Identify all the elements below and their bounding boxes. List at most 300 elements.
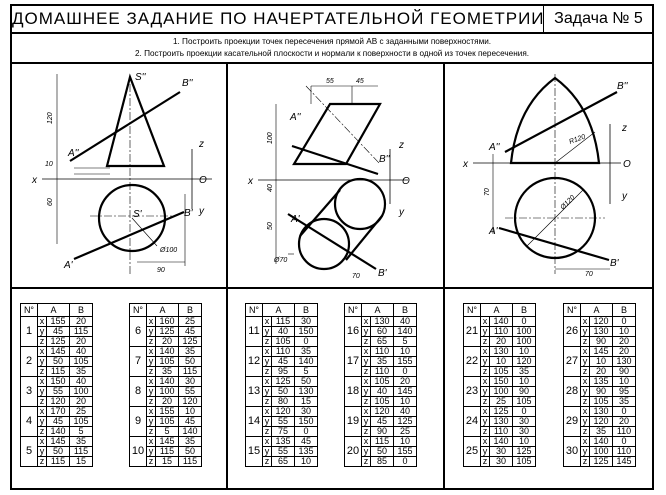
coord-b: 35: [613, 397, 636, 407]
axis-label: x: [581, 377, 590, 387]
coord-b: 0: [295, 427, 318, 437]
label-z: z: [199, 139, 204, 150]
title-divider: [10, 32, 654, 34]
coord-a: 130: [490, 347, 513, 357]
coord-b: 95: [613, 387, 636, 397]
label-z: z: [399, 140, 404, 151]
dim-depth: 60: [47, 198, 54, 206]
axis-label: z: [147, 367, 156, 377]
variant-number: 17: [345, 347, 362, 377]
axis-label: y: [362, 387, 371, 397]
axis-label: z: [38, 457, 47, 467]
axis-label: y: [581, 357, 590, 367]
coord-b: 35: [179, 437, 202, 447]
column-header-b: B: [295, 304, 318, 317]
coord-b: 30: [295, 407, 318, 417]
axis-label: z: [481, 337, 490, 347]
axis-label: y: [263, 417, 272, 427]
axis-label: x: [147, 407, 156, 417]
coord-a: 45: [47, 417, 70, 427]
dim-width-1: 55: [326, 78, 334, 85]
dim-depth: 50: [267, 222, 274, 230]
coord-b: 35: [513, 367, 536, 377]
variant-number: 3: [21, 377, 38, 407]
variant-number: 26: [564, 317, 581, 347]
coord-a: 10: [590, 357, 613, 367]
label-b1: B': [184, 208, 193, 219]
axis-label: x: [147, 437, 156, 447]
axis-label: y: [147, 447, 156, 457]
coord-b: 145: [613, 457, 636, 467]
coord-a: 45: [371, 417, 394, 427]
variant-table: [344, 303, 417, 467]
axis-label: y: [481, 417, 490, 427]
coord-a: 105: [272, 337, 295, 347]
coord-a: 90: [590, 337, 613, 347]
table-row: [564, 317, 636, 327]
dim-height: 120: [47, 112, 54, 124]
coord-a: 105: [156, 417, 179, 427]
axis-label: z: [362, 427, 371, 437]
coord-b: 40: [70, 347, 93, 357]
coord-a: 145: [590, 347, 613, 357]
coord-a: 90: [590, 387, 613, 397]
axis-label: x: [481, 317, 490, 327]
coord-a: 20: [156, 397, 179, 407]
coord-b: 90: [613, 367, 636, 377]
axis-label: z: [481, 397, 490, 407]
label-a2: A'': [290, 112, 301, 123]
variant-number: 13: [246, 377, 263, 407]
coord-a: 35: [156, 367, 179, 377]
instructions: [12, 36, 652, 60]
coord-b: 5: [295, 367, 318, 377]
axis-label: x: [581, 317, 590, 327]
coord-a: 145: [156, 437, 179, 447]
table-row: [345, 377, 417, 387]
column-header-b: B: [70, 304, 93, 317]
coord-a: 110: [272, 347, 295, 357]
axis-label: y: [481, 327, 490, 337]
sphere-drawing: [445, 64, 653, 286]
axis-label: x: [38, 317, 47, 327]
table-row: [21, 377, 93, 387]
variant-number: 1: [21, 317, 38, 347]
coord-a: 105: [590, 397, 613, 407]
coord-b: 130: [613, 357, 636, 367]
table-row: [246, 377, 318, 387]
line-ab-front: [70, 92, 180, 161]
axis-label: z: [147, 397, 156, 407]
label-x: x: [32, 175, 37, 186]
axis-label: y: [147, 417, 156, 427]
coord-b: 45: [179, 417, 202, 427]
variant-number: 7: [130, 347, 147, 377]
coord-b: 15: [70, 457, 93, 467]
coord-a: 160: [156, 317, 179, 327]
axis-label: y: [38, 417, 47, 427]
column-header-a: A: [581, 304, 613, 317]
table-row: [345, 437, 417, 447]
column-header-b: B: [613, 304, 636, 317]
column-header-num: N°: [21, 304, 38, 317]
variant-number: 23: [464, 377, 481, 407]
coord-a: 55: [272, 447, 295, 457]
dim-width: 70: [585, 271, 593, 278]
coord-a: 125: [272, 377, 295, 387]
axis-label: z: [581, 457, 590, 467]
axis-label: y: [581, 327, 590, 337]
axis-label: y: [263, 447, 272, 457]
axis-label: x: [147, 347, 156, 357]
coord-a: 45: [272, 357, 295, 367]
coord-b: 115: [179, 457, 202, 467]
coord-a: 105: [371, 377, 394, 387]
task-number: Задача № 5: [543, 6, 653, 32]
coord-a: 50: [47, 357, 70, 367]
label-x: x: [248, 176, 253, 187]
line-ab-front: [292, 146, 378, 174]
axis-label: y: [147, 327, 156, 337]
coord-b: 0: [613, 317, 636, 327]
variant-number: 20: [345, 437, 362, 467]
coord-a: 120: [272, 407, 295, 417]
coord-b: 115: [179, 367, 202, 377]
coord-b: 30: [513, 427, 536, 437]
label-x: x: [463, 159, 468, 170]
table-row: [21, 437, 93, 447]
variant-number: 10: [130, 437, 147, 467]
coord-a: 40: [272, 327, 295, 337]
variant-number: 11: [246, 317, 263, 347]
coord-a: 145: [47, 437, 70, 447]
coord-b: 125: [394, 417, 417, 427]
axis-label: x: [481, 407, 490, 417]
coord-b: 30: [179, 377, 202, 387]
coord-a: 60: [371, 327, 394, 337]
coord-b: 0: [295, 337, 318, 347]
column-header-a: A: [362, 304, 394, 317]
column-header-a: A: [263, 304, 295, 317]
table-row: [130, 377, 202, 387]
axis-label: x: [481, 347, 490, 357]
coord-b: 10: [613, 327, 636, 337]
variant-number: 22: [464, 347, 481, 377]
coord-a: 65: [272, 457, 295, 467]
coord-a: 110: [371, 347, 394, 357]
coord-a: 130: [590, 327, 613, 337]
axis-label: x: [147, 377, 156, 387]
axis-label: x: [263, 347, 272, 357]
axis-label: z: [38, 427, 47, 437]
axis-label: y: [362, 327, 371, 337]
dim-diameter: Ø70: [274, 257, 288, 264]
coord-a: 140: [590, 437, 613, 447]
label-y: y: [399, 207, 404, 218]
coord-a: 100: [490, 387, 513, 397]
cone-drawing: [12, 64, 226, 286]
axis-label: x: [581, 407, 590, 417]
label-o: O: [623, 159, 631, 170]
label-b2: B'': [617, 81, 628, 92]
coord-b: 10: [179, 407, 202, 417]
axis-label: z: [581, 337, 590, 347]
axis-label: z: [362, 337, 371, 347]
coord-b: 105: [70, 357, 93, 367]
variant-table: [463, 303, 536, 467]
variant-number: 30: [564, 437, 581, 467]
coord-b: 10: [513, 377, 536, 387]
axis-label: x: [481, 437, 490, 447]
coord-b: 20: [613, 337, 636, 347]
column-header-num: N°: [345, 304, 362, 317]
dim-width: 90: [157, 267, 165, 274]
variant-number: 28: [564, 377, 581, 407]
coord-a: 45: [47, 327, 70, 337]
cylinder-front-view: [294, 104, 380, 164]
axis-label: y: [263, 387, 272, 397]
coord-b: 140: [394, 327, 417, 337]
coord-a: 5: [156, 427, 179, 437]
coord-b: 140: [295, 357, 318, 367]
coord-a: 90: [371, 427, 394, 437]
coord-a: 130: [371, 317, 394, 327]
column-header-b: B: [513, 304, 536, 317]
coord-a: 140: [490, 317, 513, 327]
coord-a: 20: [156, 337, 179, 347]
coord-b: 100: [513, 327, 536, 337]
table-row: [246, 317, 318, 327]
coord-b: 115: [70, 447, 93, 457]
coord-b: 20: [70, 337, 93, 347]
axis-label: x: [481, 377, 490, 387]
coord-a: 40: [371, 387, 394, 397]
coord-a: 150: [490, 377, 513, 387]
label-b1: B': [610, 258, 619, 269]
column-header-a: A: [147, 304, 179, 317]
coord-b: 10: [394, 437, 417, 447]
axis-label: y: [362, 417, 371, 427]
coord-a: 115: [371, 437, 394, 447]
coord-b: 20: [70, 397, 93, 407]
variant-table: [245, 303, 318, 467]
axis-label: y: [481, 387, 490, 397]
coord-a: 50: [47, 447, 70, 457]
coord-a: 110: [490, 427, 513, 437]
table-row: [464, 437, 536, 447]
axis-label: x: [362, 377, 371, 387]
coord-b: 90: [513, 387, 536, 397]
axis-label: y: [481, 357, 490, 367]
coord-a: 80: [272, 397, 295, 407]
coord-a: 25: [490, 397, 513, 407]
coord-a: 155: [156, 407, 179, 417]
coord-b: 20: [394, 377, 417, 387]
cylinder-drawing: [228, 64, 442, 286]
table-row: [464, 407, 536, 417]
instruction-2: 2. Построить проекции касательной плоскости и нормали к поверхности в одной из точек пересечения.: [134, 49, 530, 58]
coord-a: 155: [47, 317, 70, 327]
table-row: [21, 407, 93, 417]
axis-label: x: [147, 317, 156, 327]
axis-label: x: [581, 347, 590, 357]
table-row: [130, 437, 202, 447]
coord-a: 140: [490, 437, 513, 447]
axis-label: y: [38, 387, 47, 397]
axis-label: y: [362, 357, 371, 367]
coord-b: 155: [394, 447, 417, 457]
table-row: [130, 347, 202, 357]
variant-number: 27: [564, 347, 581, 377]
variant-number: 25: [464, 437, 481, 467]
coord-b: 10: [295, 457, 318, 467]
coord-a: 140: [156, 347, 179, 357]
coord-b: 50: [295, 377, 318, 387]
coord-b: 20: [70, 317, 93, 327]
coord-b: 155: [394, 357, 417, 367]
coord-b: 110: [613, 427, 636, 437]
coord-b: 140: [179, 427, 202, 437]
coord-a: 130: [490, 417, 513, 427]
coord-b: 10: [394, 347, 417, 357]
coord-a: 115: [156, 447, 179, 457]
variant-number: 14: [246, 407, 263, 437]
coord-b: 45: [179, 327, 202, 337]
coord-a: 35: [371, 357, 394, 367]
coord-b: 125: [513, 447, 536, 457]
variant-table: [20, 303, 93, 467]
column-header-num: N°: [246, 304, 263, 317]
axis-label: y: [581, 417, 590, 427]
coord-b: 20: [613, 417, 636, 427]
variant-table: [563, 303, 636, 467]
variant-number: 19: [345, 407, 362, 437]
table-row: [464, 377, 536, 387]
axis-label: z: [481, 427, 490, 437]
dim-height: 100: [267, 132, 274, 144]
axis-label: x: [38, 407, 47, 417]
variant-number: 9: [130, 407, 147, 437]
axis-label: y: [38, 357, 47, 367]
column-header-num: N°: [564, 304, 581, 317]
coord-b: 130: [295, 387, 318, 397]
coord-a: 65: [371, 337, 394, 347]
axis-label: y: [38, 327, 47, 337]
variant-number: 21: [464, 317, 481, 347]
coord-b: 10: [394, 397, 417, 407]
variant-number: 5: [21, 437, 38, 467]
column-header-num: N°: [130, 304, 147, 317]
table-row: [564, 377, 636, 387]
coord-a: 105: [156, 357, 179, 367]
label-s2: S'': [135, 72, 146, 83]
axis-label: y: [581, 387, 590, 397]
dim-offset: 40: [267, 184, 274, 192]
table-row: [345, 317, 417, 327]
axis-label: x: [263, 407, 272, 417]
dim-offset: 10: [45, 161, 53, 168]
coord-b: 0: [394, 457, 417, 467]
coord-b: 35: [70, 437, 93, 447]
variant-number: 4: [21, 407, 38, 437]
axis-label: z: [38, 367, 47, 377]
coord-b: 100: [513, 337, 536, 347]
page-title: ДОМАШНЕЕ ЗАДАНИЕ ПО НАЧЕРТАТЕЛЬНОЙ ГЕОМЕТРИИ: [12, 9, 545, 28]
column-header-b: B: [394, 304, 417, 317]
variant-number: 16: [345, 317, 362, 347]
coord-a: 105: [371, 397, 394, 407]
coord-b: 30: [295, 317, 318, 327]
coord-a: 30: [490, 447, 513, 457]
coord-a: 140: [47, 427, 70, 437]
coord-a: 95: [272, 367, 295, 377]
table-row: [564, 347, 636, 357]
coord-b: 45: [295, 437, 318, 447]
coord-b: 25: [394, 427, 417, 437]
table-row: [345, 347, 417, 357]
coord-a: 55: [47, 387, 70, 397]
label-a1: A': [489, 226, 498, 237]
coord-a: 50: [272, 387, 295, 397]
dim-height: 70: [484, 188, 491, 196]
coord-b: 35: [295, 347, 318, 357]
axis-label: z: [362, 367, 371, 377]
coord-a: 75: [272, 427, 295, 437]
axis-label: z: [581, 367, 590, 377]
coord-a: 110: [371, 367, 394, 377]
coord-b: 0: [613, 437, 636, 447]
label-a2: A'': [68, 148, 79, 159]
coord-b: 135: [295, 447, 318, 457]
coord-b: 150: [295, 327, 318, 337]
coord-a: 50: [371, 447, 394, 457]
table-row: [464, 347, 536, 357]
coord-b: 10: [513, 437, 536, 447]
coord-b: 120: [513, 357, 536, 367]
tables-divider: [10, 287, 654, 289]
coord-b: 105: [70, 417, 93, 427]
axis-label: z: [481, 367, 490, 377]
coord-a: 15: [156, 457, 179, 467]
coord-a: 125: [47, 337, 70, 347]
coord-b: 35: [179, 347, 202, 357]
axis-label: z: [263, 457, 272, 467]
coord-a: 120: [47, 397, 70, 407]
table-row: [21, 347, 93, 357]
axis-label: z: [581, 397, 590, 407]
coord-b: 40: [394, 317, 417, 327]
coord-b: 25: [179, 317, 202, 327]
axis-label: y: [38, 447, 47, 457]
dim-diameter: Ø100: [160, 247, 178, 254]
coord-a: 20: [590, 367, 613, 377]
axis-label: y: [481, 447, 490, 457]
variant-number: 8: [130, 377, 147, 407]
coord-a: 115: [47, 367, 70, 377]
axis-label: x: [362, 437, 371, 447]
axis-label: z: [263, 427, 272, 437]
coord-b: 0: [394, 367, 417, 377]
coord-b: 50: [179, 447, 202, 457]
variant-number: 24: [464, 407, 481, 437]
variant-number: 29: [564, 407, 581, 437]
variant-number: 6: [130, 317, 147, 347]
coord-a: 125: [156, 327, 179, 337]
label-a1: A': [291, 214, 300, 225]
variant-number: 18: [345, 377, 362, 407]
label-y: y: [622, 191, 627, 202]
variant-number: 15: [246, 437, 263, 467]
